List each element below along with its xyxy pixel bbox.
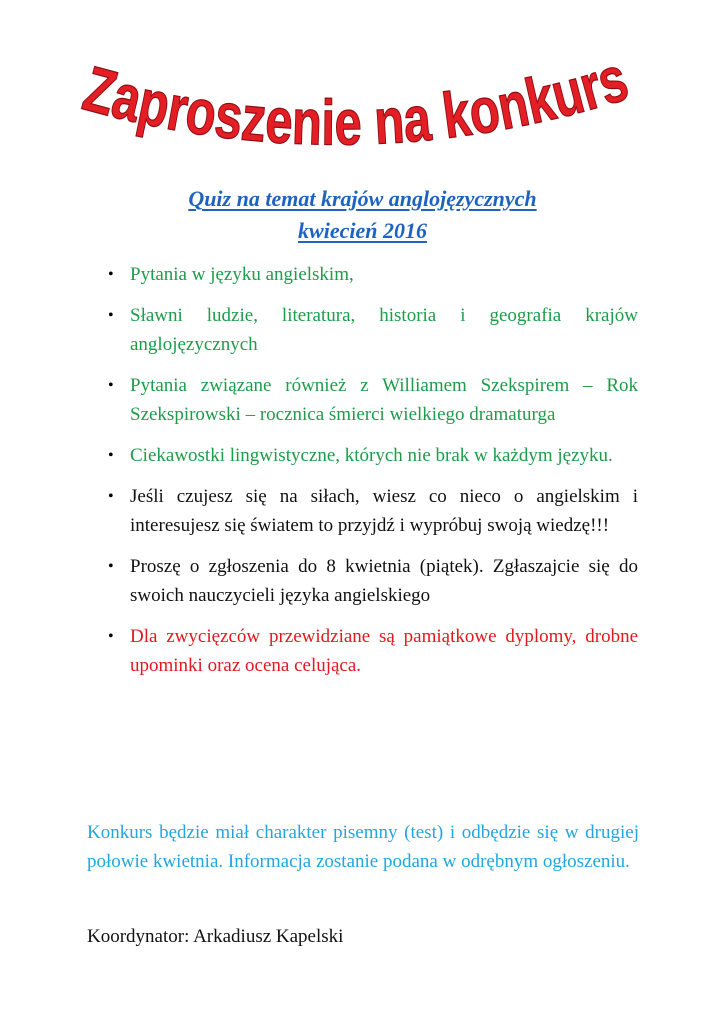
bullet-icon: • <box>108 628 114 645</box>
bullet-icon: • <box>108 488 114 505</box>
list-item-text: Jeśli czujesz się na siłach, wiesz co nieco o angielskim i interesujesz się światem to przyjdź i wypróbuj swoją wiedzę!!! <box>130 486 638 536</box>
list-item <box>108 371 638 429</box>
coordinator-line: Koordynator: Arkadiusz Kapelski <box>87 926 344 947</box>
bullet-list <box>108 260 638 692</box>
list-item <box>108 482 638 540</box>
bullet-icon: • <box>108 558 114 575</box>
list-item <box>108 301 638 359</box>
invitation-banner <box>60 38 660 178</box>
list-item <box>108 260 638 289</box>
banner-title: Zaproszenie na konkurs <box>76 39 644 159</box>
list-item-text: Dla zwycięzców przewidziane są pamiątkowe dyplomy, drobne upominki oraz ocena celująca. <box>130 626 638 676</box>
list-item-text: Pytania związane również z Williamem Szekspirem – Rok Szekspirowski – rocznica śmierci wielkiego dramaturga <box>130 375 638 425</box>
quiz-date: kwiecień 2016 <box>298 218 427 243</box>
list-item-text: Pytania w języku angielskim, <box>130 264 354 285</box>
bullet-icon: • <box>108 266 114 283</box>
list-item-text: Proszę o zgłoszenia do 8 kwietnia (piątek). Zgłaszajcie się do swoich nauczycieli języka angielskiego <box>130 556 638 606</box>
list-item <box>108 552 638 610</box>
banner-wordart <box>60 38 660 178</box>
bullet-icon: • <box>108 377 114 394</box>
contest-notice: Konkurs będzie miał charakter pisemny (test) i odbędzie się w drugiej połowie kwietnia. Informacja zostanie podana w odrębnym ogłoszeniu. <box>87 822 639 872</box>
bullet-icon: • <box>108 447 114 464</box>
list-item-text: Sławni ludzie, literatura, historia i geografia krajów anglojęzycznych <box>130 305 638 355</box>
list-item-text: Ciekawostki lingwistyczne, których nie brak w każdym języku. <box>130 445 613 466</box>
quiz-subtitle: Quiz na temat krajów anglojęzycznych <box>188 186 537 211</box>
bullet-icon: • <box>108 307 114 324</box>
list-item <box>108 622 638 680</box>
list-item <box>108 441 638 470</box>
